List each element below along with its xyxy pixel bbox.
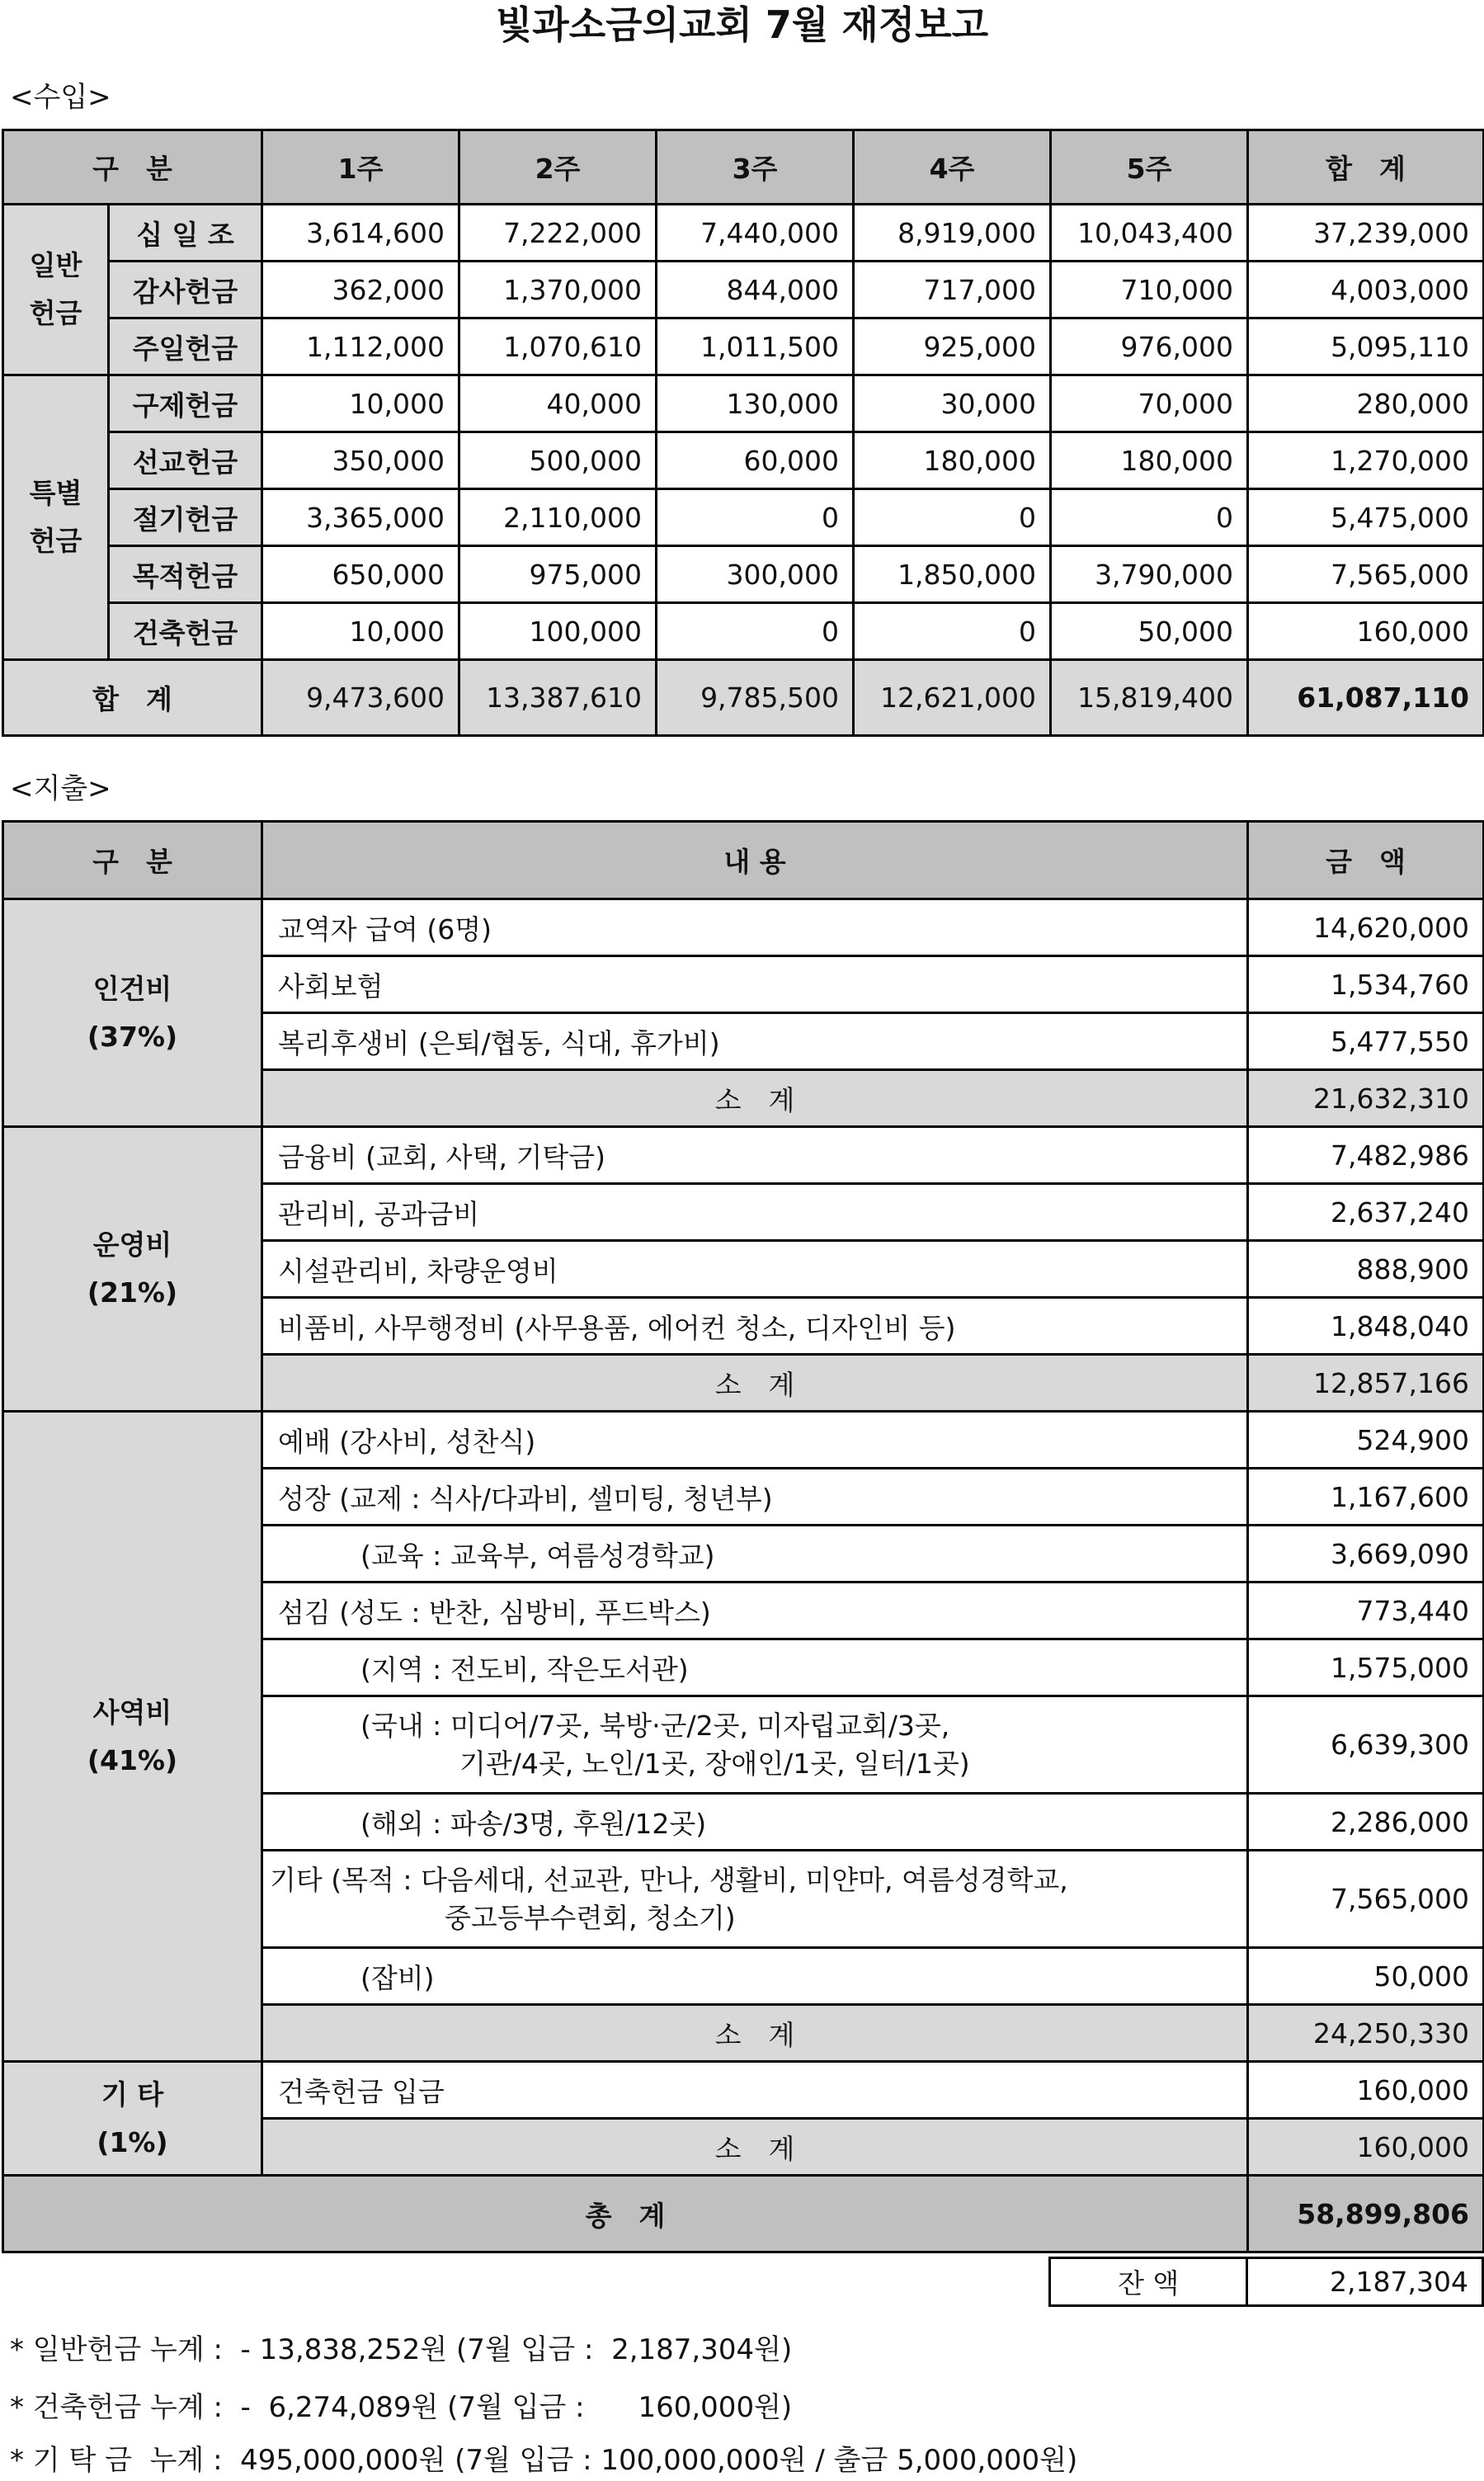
income-cell: 362,000 xyxy=(262,262,459,318)
table-row xyxy=(3,262,1484,318)
expense-amount: 50,000 xyxy=(1248,1948,1484,2005)
income-cell: 0 xyxy=(1051,489,1248,546)
subtotal-amount: 160,000 xyxy=(1248,2119,1484,2176)
income-cell: 7,222,000 xyxy=(459,205,657,262)
balance-amount: 2,187,304 xyxy=(1247,2258,1483,2306)
table-row xyxy=(3,489,1484,546)
subtotal-label: 소 계 xyxy=(262,2005,1248,2062)
income-cell: 3,614,600 xyxy=(262,205,459,262)
income-cell: 1,112,000 xyxy=(262,318,459,375)
income-cell: 1,011,500 xyxy=(657,318,854,375)
expense-table xyxy=(2,820,1484,2253)
subtotal-label: 소 계 xyxy=(262,2119,1248,2176)
expense-amount: 7,482,986 xyxy=(1248,1127,1484,1184)
income-total-cell: 9,473,600 xyxy=(262,660,459,736)
expense-amount: 1,534,760 xyxy=(1248,956,1484,1013)
expense-amount: 160,000 xyxy=(1248,2062,1484,2119)
expense-item: 교역자 급여 (6명) xyxy=(262,899,1248,956)
table-row xyxy=(3,318,1484,375)
group-name: 기 타 xyxy=(101,2078,164,2111)
income-total-cell: 9,785,500 xyxy=(657,660,854,736)
table-row xyxy=(3,432,1484,489)
income-cell: 60,000 xyxy=(657,432,854,489)
income-category: 절기헌금 xyxy=(109,489,262,546)
subtotal-label: 소 계 xyxy=(262,1355,1248,1412)
income-cell: 130,000 xyxy=(657,375,854,432)
group-name: 사역비 xyxy=(92,1696,172,1729)
income-cell: 70,000 xyxy=(1051,375,1248,432)
income-group-general: 일반 헌금 xyxy=(3,205,109,375)
income-row-total: 280,000 xyxy=(1248,375,1484,432)
header-week-3: 3주 xyxy=(657,130,854,205)
expense-group-personnel xyxy=(3,899,262,1127)
expense-item: 금융비 (교회, 사택, 기탁금) xyxy=(262,1127,1248,1184)
header-week-2: 2주 xyxy=(459,130,657,205)
expense-amount: 1,848,040 xyxy=(1248,1298,1484,1355)
expense-item xyxy=(262,1696,1248,1794)
income-cell: 0 xyxy=(854,603,1051,660)
income-cell: 100,000 xyxy=(459,603,657,660)
expense-amount: 888,900 xyxy=(1248,1241,1484,1298)
income-cell: 0 xyxy=(657,489,854,546)
income-row-total: 1,270,000 xyxy=(1248,432,1484,489)
note-deposit: * 기 탁 금 누계 : 495,000,000원 (7월 입금 : 100,000,000원 / 출금 5,000,000원) xyxy=(10,2444,1078,2477)
grand-total-label: 총 계 xyxy=(3,2176,1248,2252)
expense-item xyxy=(262,1851,1248,1948)
income-cell: 180,000 xyxy=(1051,432,1248,489)
income-cell: 30,000 xyxy=(854,375,1051,432)
income-category: 목적헌금 xyxy=(109,546,262,603)
income-cell: 10,000 xyxy=(262,375,459,432)
income-category: 선교헌금 xyxy=(109,432,262,489)
expense-amount: 5,477,550 xyxy=(1248,1013,1484,1070)
income-category: 감사헌금 xyxy=(109,262,262,318)
income-header-row xyxy=(3,130,1484,205)
group-percentage: (41%) xyxy=(87,1743,178,1776)
header-week-4: 4주 xyxy=(854,130,1051,205)
expense-item: 복리후생비 (은퇴/협동, 식대, 휴가비) xyxy=(262,1013,1248,1070)
table-row xyxy=(3,375,1484,432)
group-percentage: (37%) xyxy=(87,1020,178,1053)
expense-group-ministry xyxy=(3,1412,262,2062)
grand-total-amount: 58,899,806 xyxy=(1248,2176,1484,2252)
income-category: 주일헌금 xyxy=(109,318,262,375)
expense-item: (지역 : 전도비, 작은도서관) xyxy=(262,1639,1248,1696)
income-category: 십 일 조 xyxy=(109,205,262,262)
group-name: 운영비 xyxy=(92,1229,172,1261)
income-total-cell: 15,819,400 xyxy=(1051,660,1248,736)
income-cell: 925,000 xyxy=(854,318,1051,375)
income-cell: 1,850,000 xyxy=(854,546,1051,603)
income-cell: 844,000 xyxy=(657,262,854,318)
income-cell: 0 xyxy=(657,603,854,660)
income-cell: 8,919,000 xyxy=(854,205,1051,262)
expense-amount: 14,620,000 xyxy=(1248,899,1484,956)
group-name: 인건비 xyxy=(92,972,172,1005)
expense-item: 사회보험 xyxy=(262,956,1248,1013)
expense-item: (해외 : 파송/3명, 후원/12곳) xyxy=(262,1794,1248,1851)
income-row-total: 5,095,110 xyxy=(1248,318,1484,375)
table-row xyxy=(3,205,1484,262)
income-cell: 300,000 xyxy=(657,546,854,603)
expense-amount: 1,167,600 xyxy=(1248,1469,1484,1526)
subtotal-label: 소 계 xyxy=(262,1070,1248,1127)
income-total-cell: 12,621,000 xyxy=(854,660,1051,736)
income-cell: 500,000 xyxy=(459,432,657,489)
expense-amount: 6,639,300 xyxy=(1248,1696,1484,1794)
income-cell: 1,070,610 xyxy=(459,318,657,375)
expense-amount: 2,286,000 xyxy=(1248,1794,1484,1851)
header-category: 구 분 xyxy=(3,130,262,205)
table-row xyxy=(3,899,1484,956)
expense-item: 시설관리비, 차량운영비 xyxy=(262,1241,1248,1298)
table-row xyxy=(3,2062,1484,2119)
income-category: 건축헌금 xyxy=(109,603,262,660)
income-cell: 2,110,000 xyxy=(459,489,657,546)
income-cell: 7,440,000 xyxy=(657,205,854,262)
subtotal-amount: 21,632,310 xyxy=(1248,1070,1484,1127)
income-cell: 180,000 xyxy=(854,432,1051,489)
subtotal-amount: 12,857,166 xyxy=(1248,1355,1484,1412)
balance-row xyxy=(1050,2258,1483,2306)
expense-item: (교육 : 교육부, 여름성경학교) xyxy=(262,1526,1248,1582)
expense-group-operations xyxy=(3,1127,262,1412)
income-cell: 10,000 xyxy=(262,603,459,660)
income-cell: 976,000 xyxy=(1051,318,1248,375)
income-category: 구제헌금 xyxy=(109,375,262,432)
income-cell: 1,370,000 xyxy=(459,262,657,318)
header-content: 내 용 xyxy=(262,822,1248,899)
expense-item: 성장 (교제 : 식사/다과비, 셀미팅, 청년부) xyxy=(262,1469,1248,1526)
expense-group-other xyxy=(3,2062,262,2176)
income-total-row xyxy=(3,660,1484,736)
expense-amount: 524,900 xyxy=(1248,1412,1484,1469)
income-row-total: 160,000 xyxy=(1248,603,1484,660)
note-general-offering: * 일반헌금 누계 : - 13,838,252원 (7월 입금 : 2,187,304원) xyxy=(10,2333,793,2366)
expense-item: 비품비, 사무행정비 (사무용품, 에어컨 청소, 디자인비 등) xyxy=(262,1298,1248,1355)
income-section-label: <수입> xyxy=(10,81,111,114)
header-category: 구 분 xyxy=(3,822,262,899)
income-row-total: 5,475,000 xyxy=(1248,489,1484,546)
grand-total-row xyxy=(3,2176,1484,2252)
income-cell: 350,000 xyxy=(262,432,459,489)
expense-header-row xyxy=(3,822,1484,899)
expense-item-line: 기타 (목적 : 다음세대, 선교관, 만나, 생활비, 미얀마, 여름성경학교, xyxy=(270,1863,1068,1896)
income-row-total: 37,239,000 xyxy=(1248,205,1484,262)
note-building-offering: * 건축헌금 누계 : - 6,274,089원 (7월 입금 : 160,000원) xyxy=(10,2391,793,2424)
income-group-special: 특별 헌금 xyxy=(3,375,109,660)
group-percentage: (21%) xyxy=(87,1276,178,1309)
income-cell: 650,000 xyxy=(262,546,459,603)
income-cell: 40,000 xyxy=(459,375,657,432)
income-cell: 710,000 xyxy=(1051,262,1248,318)
income-cell: 717,000 xyxy=(854,262,1051,318)
balance-label: 잔 액 xyxy=(1050,2258,1247,2306)
income-cell: 975,000 xyxy=(459,546,657,603)
expense-item-line: 중고등부수련회, 청소기) xyxy=(445,1901,736,1934)
expense-item: 건축헌금 입금 xyxy=(262,2062,1248,2119)
income-cell: 50,000 xyxy=(1051,603,1248,660)
header-week-5: 5주 xyxy=(1051,130,1248,205)
income-cell: 3,365,000 xyxy=(262,489,459,546)
income-table xyxy=(2,129,1484,737)
income-total-cell: 13,387,610 xyxy=(459,660,657,736)
header-week-1: 1주 xyxy=(262,130,459,205)
group-percentage: (1%) xyxy=(97,2125,168,2158)
income-cell: 10,043,400 xyxy=(1051,205,1248,262)
page-title: 빛과소금의교회 7월 재정보고 xyxy=(495,2,989,47)
balance-table xyxy=(1048,2257,1484,2307)
expense-item-line: 기관/4곳, 노인/1곳, 장애인/1곳, 일터/1곳) xyxy=(459,1747,970,1780)
expense-amount: 2,637,240 xyxy=(1248,1184,1484,1241)
expense-item: 관리비, 공과금비 xyxy=(262,1184,1248,1241)
income-grand-total: 61,087,110 xyxy=(1248,660,1484,736)
income-row-total: 4,003,000 xyxy=(1248,262,1484,318)
header-amount: 금 액 xyxy=(1248,822,1484,899)
income-cell: 0 xyxy=(854,489,1051,546)
expense-amount: 3,669,090 xyxy=(1248,1526,1484,1582)
income-cell: 3,790,000 xyxy=(1051,546,1248,603)
table-row xyxy=(3,1127,1484,1184)
income-total-label: 합 계 xyxy=(3,660,262,736)
subtotal-amount: 24,250,330 xyxy=(1248,2005,1484,2062)
table-row xyxy=(3,1412,1484,1469)
expense-section-label: <지출> xyxy=(10,772,111,805)
expense-item: (잡비) xyxy=(262,1948,1248,2005)
income-row-total: 7,565,000 xyxy=(1248,546,1484,603)
expense-item-line: (국내 : 미디어/7곳, 북방·군/2곳, 미자립교회/3곳, xyxy=(360,1709,950,1742)
header-total: 합 계 xyxy=(1248,130,1484,205)
expense-item: 섬김 (성도 : 반찬, 심방비, 푸드박스) xyxy=(262,1582,1248,1639)
expense-amount: 1,575,000 xyxy=(1248,1639,1484,1696)
table-row xyxy=(3,546,1484,603)
table-row xyxy=(3,603,1484,660)
expense-item: 예배 (강사비, 성찬식) xyxy=(262,1412,1248,1469)
expense-amount: 7,565,000 xyxy=(1248,1851,1484,1948)
expense-amount: 773,440 xyxy=(1248,1582,1484,1639)
